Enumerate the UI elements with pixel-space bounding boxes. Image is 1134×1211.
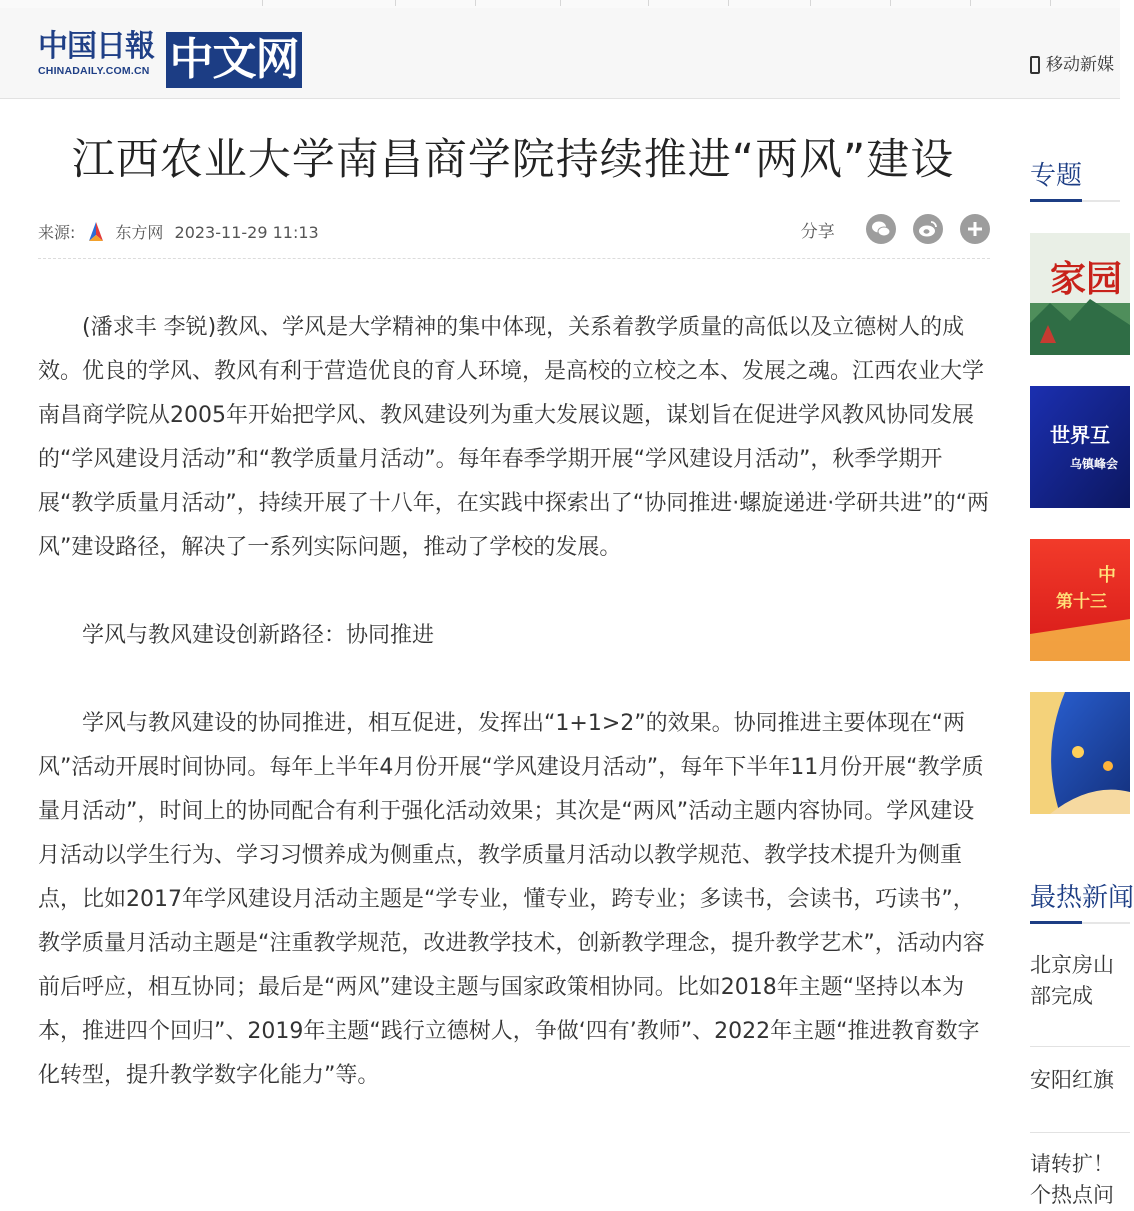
- hot-news-section: [1030, 872, 1134, 924]
- logo-chinese-text: 中国日報: [38, 29, 154, 64]
- hot-news-heading: 最热新闻: [1030, 872, 1130, 924]
- topic-thumbnail[interactable]: [1030, 233, 1130, 355]
- thumb-text: 世界互: [1050, 423, 1110, 447]
- phone-icon: [1030, 56, 1040, 74]
- article-title: 江西农业大学南昌商学院持续推进“两风”建设: [71, 135, 955, 185]
- source-name[interactable]: 东方网: [115, 223, 164, 242]
- chinese-site-logo[interactable]: 中文网: [166, 32, 302, 88]
- publish-datetime: 2023-11-29 11:13: [174, 223, 319, 242]
- weibo-icon[interactable]: [913, 214, 943, 244]
- mobile-media-label: 移动新媒: [1046, 55, 1114, 75]
- divider: [1030, 1132, 1130, 1133]
- share-label: 分享: [800, 221, 835, 242]
- thumb-text: 乌镇峰会: [1070, 457, 1119, 471]
- thumb-text: 第十三: [1056, 592, 1107, 612]
- hot-news-item[interactable]: [1030, 1065, 1130, 1096]
- article-paragraph: 学风与教风建设的协同推进，相互促进，发挥出“1+1>2”的效果。协同推进主要体现在“两风”活动开展时间协同。每年上半年4月份开展“学风建设月活动”，每年下半年11月份开展“教学质量月活动”，时间上的协同配合有利于强化活动效果；其次是“两风”活动主题内容协同。学风建设月活动以学生行为、学习习惯养成为侧重点，教学质量月活动以教学规范、教学技术提升为侧重点，比如2017年学风建设月活动主题是“学专业，懂专业，跨专业；多读书，会读书，巧读书”，教学质量月活动主题是“注重教学规范，改进教学技术，创新教学理念，提升教学艺术”，活动内容前后呼应，相互协同；最后是“两风”建设主题与国家政策相协同。比如2018年主题“坚持以本为本，推进四个回归”、2019年主题“践行立德树人，争做‘四有’教师”、2022年主题“推进教育数字化转型，提升教学数字化能力”等。: [38, 711, 985, 1088]
- thumb-text: 家园: [1050, 259, 1123, 300]
- hot-news-text: 个热点问: [1030, 1183, 1114, 1207]
- dongfang-logo-icon: [85, 221, 107, 243]
- divider: [1030, 1046, 1130, 1047]
- hot-news-text: 安阳红旗: [1030, 1068, 1114, 1092]
- site-header: [0, 8, 1120, 99]
- wechat-icon[interactable]: [866, 214, 896, 244]
- topic-thumbnail[interactable]: [1030, 386, 1130, 508]
- article-body: [38, 306, 990, 1098]
- article-paragraph: (潘求丰 李锐)教风、学风是大学精神的集中体现，关系着教学质量的高低以及立德树人的成效。优良的学风、教风有利于营造优良的育人环境，是高校的立校之本、发展之魂。江西农业大学南昌商学院从2005年开始把学风、教风建设列为重大发展议题，谋划旨在促进学风教风协同发展的“学风建设月活动”和“教学质量月活动”。每年春季学期开展“学风建设月活动”，秋季学期开展“教学质量月活动”，持续开展了十八年，在实践中探索出了“协同推进·螺旋递进·学研共进”的“两风”建设路径，解决了一系列实际问题，推动了学校的发展。: [38, 315, 989, 560]
- hot-news-item[interactable]: [1030, 950, 1130, 1012]
- plus-icon[interactable]: [960, 214, 990, 244]
- hot-news-item[interactable]: [1030, 1149, 1130, 1211]
- source-label: 来源:: [38, 223, 76, 242]
- topic-thumbnail[interactable]: [1030, 539, 1130, 661]
- hot-news-text: 北京房山: [1030, 953, 1114, 977]
- thumb-text: 中: [1098, 565, 1116, 586]
- article-meta: [38, 214, 990, 259]
- right-sidebar: [1030, 150, 1134, 1207]
- mobile-media-link[interactable]: [1030, 50, 1114, 75]
- logo-english-text: CHINADAILY.COM.CN: [38, 65, 150, 77]
- topics-heading: 专题: [1030, 150, 1120, 202]
- article-source: [38, 220, 319, 243]
- share-bar: [801, 214, 990, 244]
- china-daily-logo[interactable]: [38, 30, 163, 82]
- topic-thumbnail[interactable]: [1030, 692, 1130, 814]
- hot-news-text: 部完成: [1030, 984, 1093, 1008]
- article-subheading: 学风与教风建设创新路径：协同推进: [82, 623, 435, 648]
- hot-news-text: 请转扩！: [1030, 1152, 1114, 1176]
